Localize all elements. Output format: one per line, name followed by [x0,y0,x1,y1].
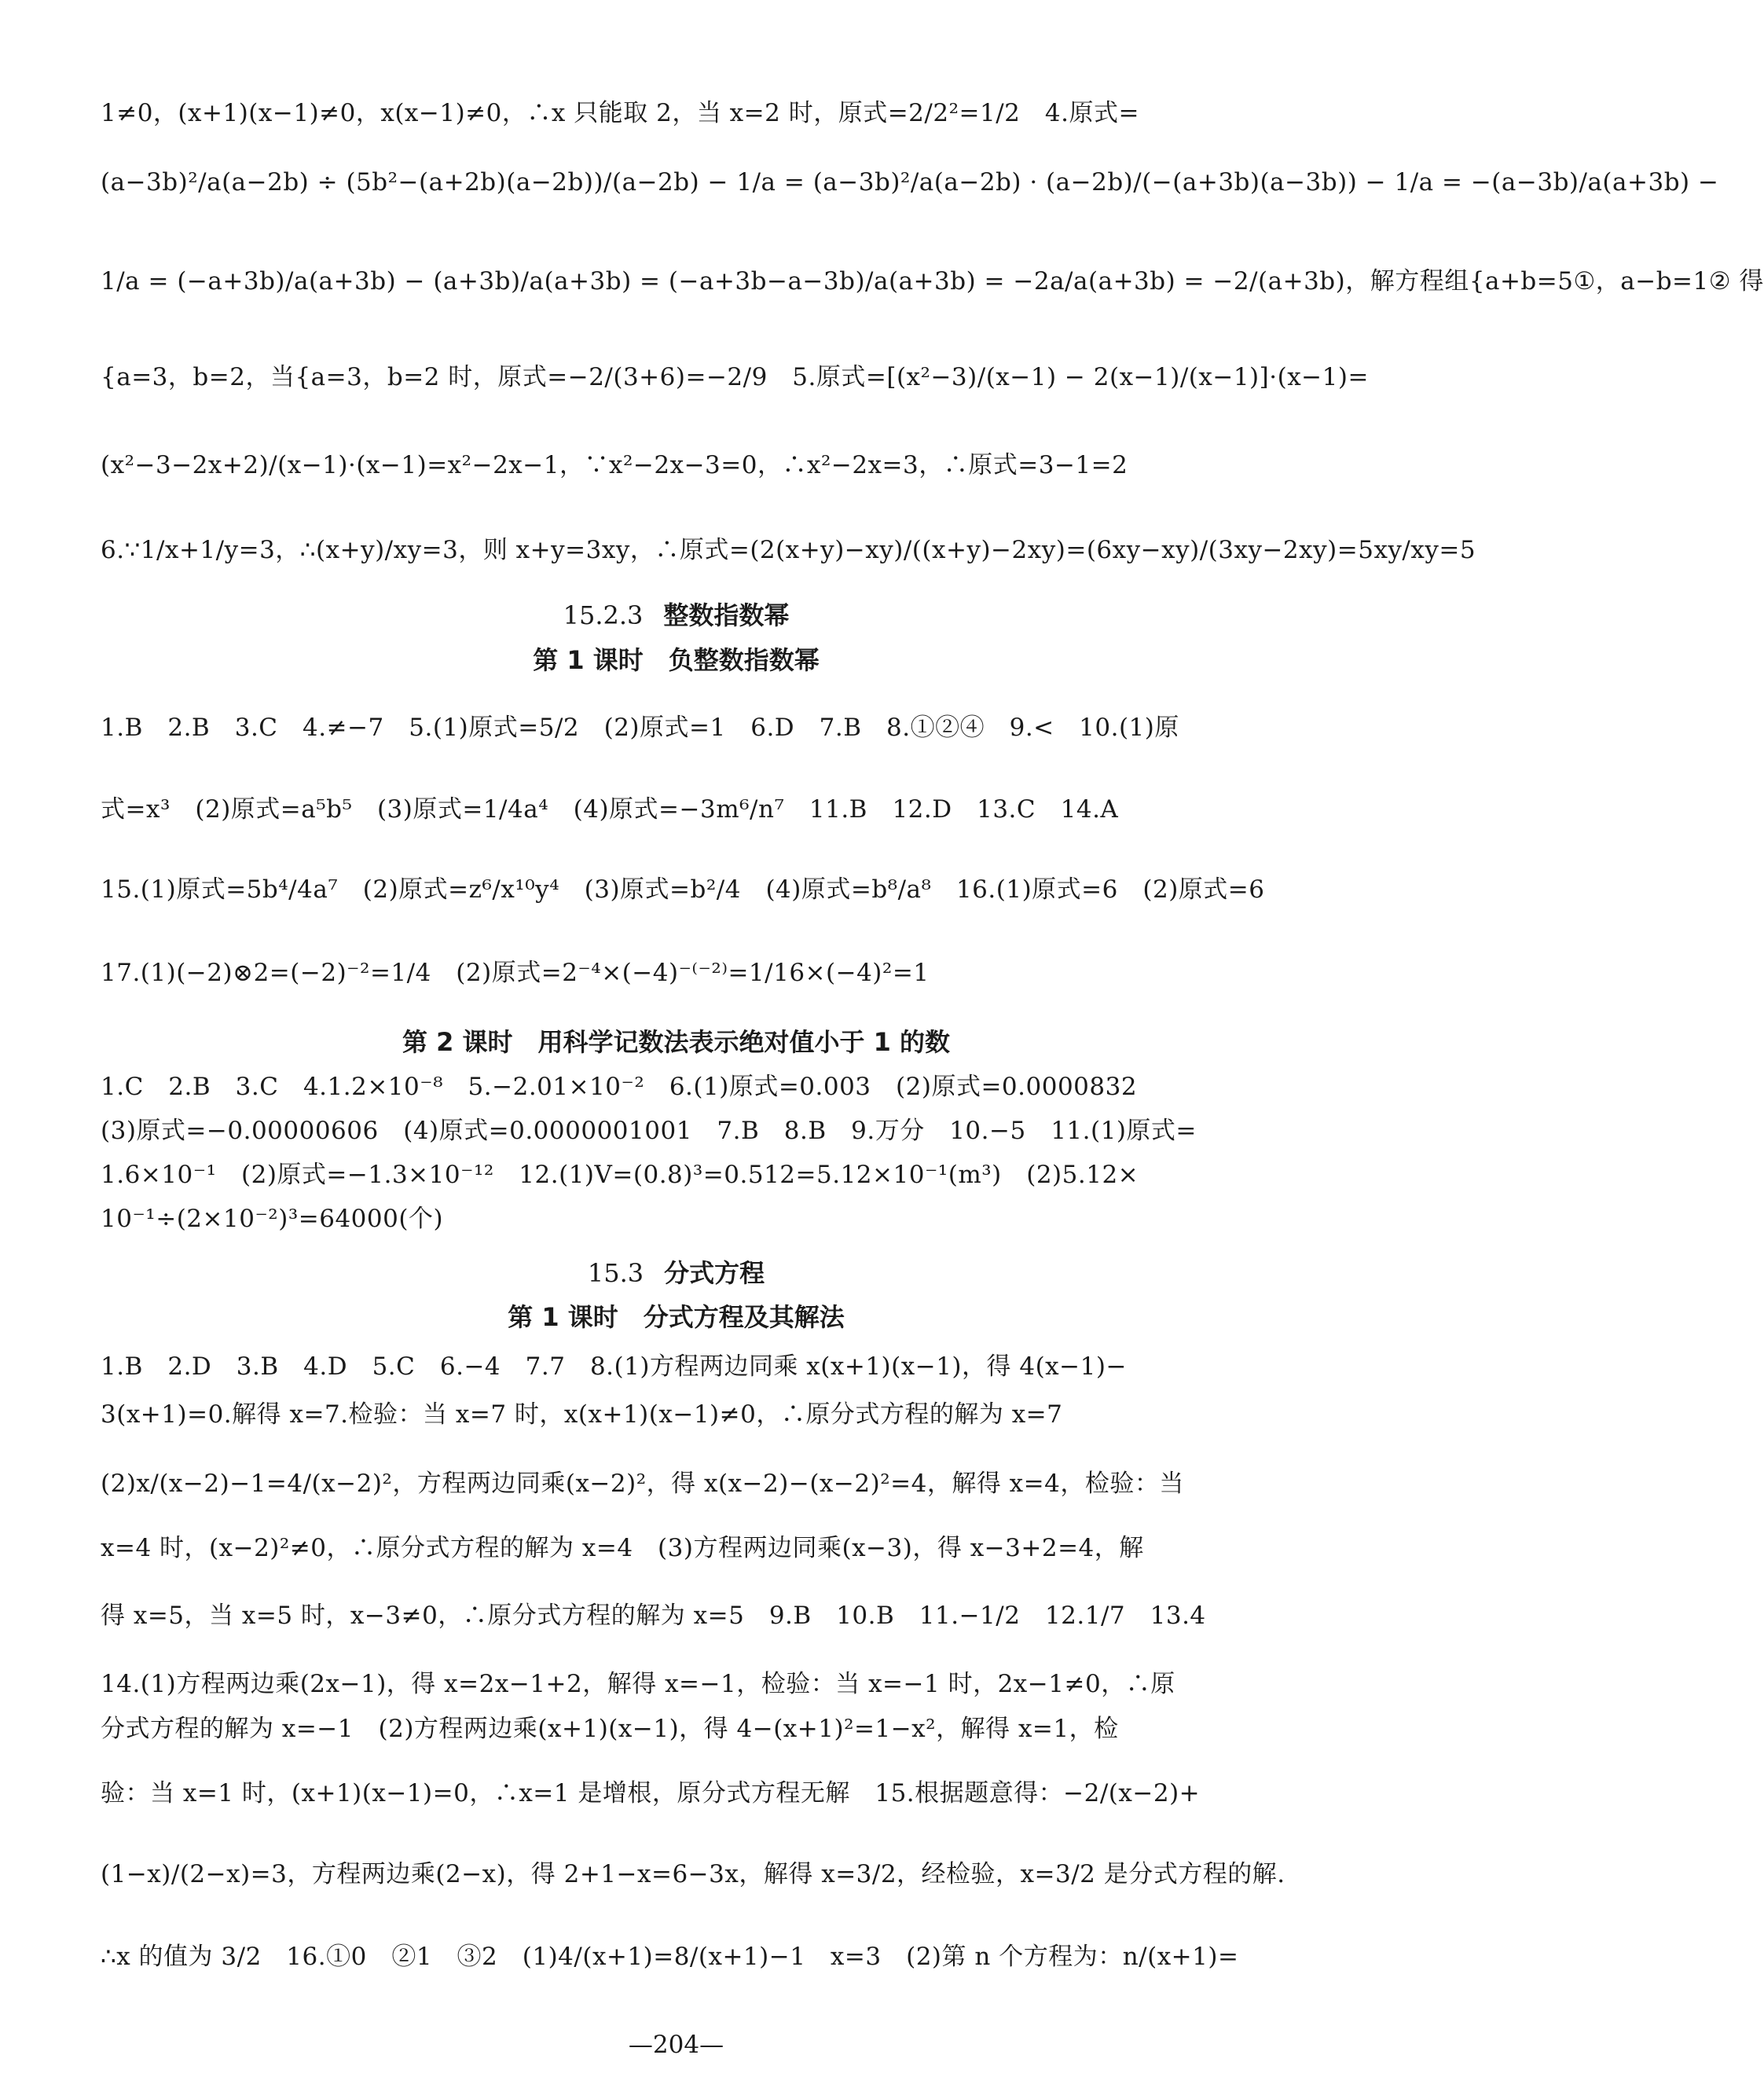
text-line: x=4 时，(x−2)²≠0，∴原分式方程的解为 x=4 (3)方程两边同乘(x−3)，得 x−3+2=4，解 [101,1534,1144,1562]
section-number: 15.2.3 [563,600,644,630]
text-line: 1.6×10⁻¹ (2)原式=−1.3×10⁻¹² 12.(1)V=(0.8)³=0.512=5.12×10⁻¹(m³) (2)5.12× [101,1161,1139,1189]
lesson-title: 第 2 课时 用科学记数法表示绝对值小于 1 的数 [402,1027,951,1057]
text-line: 1.B 2.D 3.B 4.D 5.C 6.−4 7.7 8.(1)方程两边同乘 x(x+1)(x−1)，得 4(x−1)− [101,1352,1127,1381]
text-line: (x²−3−2x+2)/(x−1)·(x−1)=x²−2x−1，∵x²−2x−3=0，∴x²−2x=3，∴原式=3−1=2 [101,451,1128,479]
text-line: 得 x=5，当 x=5 时，x−3≠0，∴原分式方程的解为 x=5 9.B 10.B 11.−1/2 12.1/7 13.4 [101,1602,1206,1630]
text-line: 10⁻¹÷(2×10⁻²)³=64000(个) [101,1205,444,1233]
text-line: 17.(1)(−2)⊗2=(−2)⁻²=1/4 (2)原式=2⁻⁴×(−4)⁻⁽⁻²⁾=1/16×(−4)²=1 [101,959,930,987]
section-title: 分式方程 [664,1258,765,1288]
text-line: 6.∵1/x+1/y=3，∴(x+y)/xy=3，则 x+y=3xy，∴原式=(2(x+y)−xy)/((x+y)−2xy)=(6xy−xy)/(3xy−2xy)=5xy/xy=5 [101,536,1476,564]
section-heading-15-2-3 [0,600,1352,631]
lesson-title: 第 1 课时 分式方程及其解法 [508,1302,845,1332]
text-line: 分式方程的解为 x=−1 (2)方程两边乘(x+1)(x−1)，得 4−(x+1)²=1−x²，解得 x=1，检 [101,1715,1119,1743]
section-number: 15.3 [587,1258,644,1288]
text-line: 14.(1)方程两边乘(2x−1)，得 x=2x−1+2，解得 x=−1，检验：当 x=−1 时，2x−1≠0，∴原 [101,1670,1175,1698]
text-line: (2)x/(x−2)−1=4/(x−2)²，方程两边同乘(x−2)²，得 x(x−2)−(x−2)²=4，解得 x=4，检验：当 [101,1470,1184,1498]
lesson-title: 第 1 课时 负整数指数幂 [533,645,820,675]
text-line: 验：当 x=1 时，(x+1)(x−1)=0，∴x=1 是增根，原分式方程无解 15.根据题意得：−2/(x−2)+ [101,1779,1201,1807]
text-line: 式=x³ (2)原式=a⁵b⁵ (3)原式=1/4a⁴ (4)原式=−3m⁶/n⁷ 11.B 12.D 13.C 14.A [101,795,1119,824]
text-line: (a−3b)²/a(a−2b) ÷ (5b²−(a+2b)(a−2b))/(a−2b) − 1/a = (a−3b)²/a(a−2b) · (a−2b)/(−(a+3b)(a−3b)) − 1/a = −(a−3b)/a(a+3b) − [101,168,1719,196]
text-line: 1.C 2.B 3.C 4.1.2×10⁻⁸ 5.−2.01×10⁻² 6.(1)原式=0.003 (2)原式=0.0000832 [101,1073,1138,1101]
text-line: (3)原式=−0.00000606 (4)原式=0.0000001001 7.B 8.B 9.万分 10.−5 11.(1)原式= [101,1117,1197,1145]
text-line: (1−x)/(2−x)=3，方程两边乘(2−x)，得 2+1−x=6−3x，解得 x=3/2，经检验，x=3/2 是分式方程的解. [101,1860,1285,1888]
text-line: 1≠0，(x+1)(x−1)≠0，x(x−1)≠0，∴x 只能取 2，当 x=2 时，原式=2/2²=1/2 4.原式= [101,99,1139,127]
text-line: {a=3，b=2，当{a=3，b=2 时，原式=−2/(3+6)=−2/9 5.原式=[(x²−3)/(x−1) − 2(x−1)/(x−1)]·(x−1)= [101,363,1369,391]
text-line: 1.B 2.B 3.C 4.≠−7 5.(1)原式=5/2 (2)原式=1 6.D 7.B 8.①②④ 9.< 10.(1)原 [101,714,1179,742]
page-number: —204— [628,2031,724,2059]
text-line: 1/a = (−a+3b)/a(a+3b) − (a+3b)/a(a+3b) = (−a+3b−a−3b)/a(a+3b) = −2a/a(a+3b) = −2/(a+3b)，解方程组{a+b=5①，a−b=1② 得 [101,267,1764,295]
text-line: 15.(1)原式=5b⁴/4a⁷ (2)原式=z⁶/x¹⁰y⁴ (3)原式=b²/4 (4)原式=b⁸/a⁸ 16.(1)原式=6 (2)原式=6 [101,875,1265,904]
text-line: 3(x+1)=0.解得 x=7.检验：当 x=7 时，x(x+1)(x−1)≠0，∴原分式方程的解为 x=7 [101,1400,1063,1429]
text-line: ∴x 的值为 3/2 16.①0 ②1 ③2 (1)4/(x+1)=8/(x+1)−1 x=3 (2)第 n 个方程为：n/(x+1)= [101,1943,1239,1971]
section-title: 整数指数幂 [663,600,790,630]
section-heading-15-3 [0,1257,1352,1289]
